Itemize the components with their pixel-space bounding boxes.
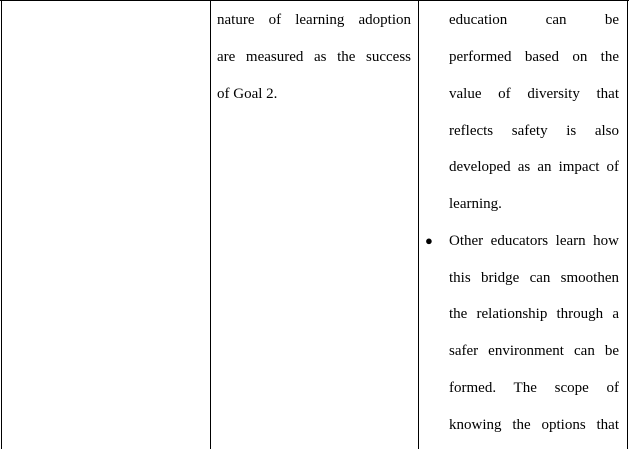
- cell-text-line: nature of learning adoption: [217, 12, 411, 28]
- cell-text-line: performed based on the: [449, 49, 619, 65]
- table-top-border: [0, 0, 629, 1]
- cell-text-line: developed as an impact of: [449, 159, 619, 175]
- cell-text-line: the relationship through a: [449, 306, 619, 322]
- cell-text-line: are measured as the success: [217, 49, 411, 65]
- column-border-1: [210, 0, 211, 449]
- cell-text-line: Other educators learn how: [449, 233, 619, 249]
- cell-text-line: of Goal 2.: [217, 86, 278, 102]
- cell-text-line: reflects safety is also: [449, 123, 619, 139]
- column-border-right: [627, 0, 628, 449]
- cell-text-line: this bridge can smoothen: [449, 270, 619, 286]
- cell-text-line: education can be: [449, 12, 619, 28]
- cell-text-line: knowing the options that: [449, 417, 619, 433]
- bullet-icon: ●: [425, 233, 433, 248]
- cell-text-line: value of diversity that: [449, 86, 619, 102]
- column-border-left: [1, 0, 2, 449]
- cell-text-line: learning.: [449, 196, 502, 212]
- cell-text-line: safer environment can be: [449, 343, 619, 359]
- column-border-2: [418, 0, 419, 449]
- cell-text-line: formed. The scope of: [449, 380, 619, 396]
